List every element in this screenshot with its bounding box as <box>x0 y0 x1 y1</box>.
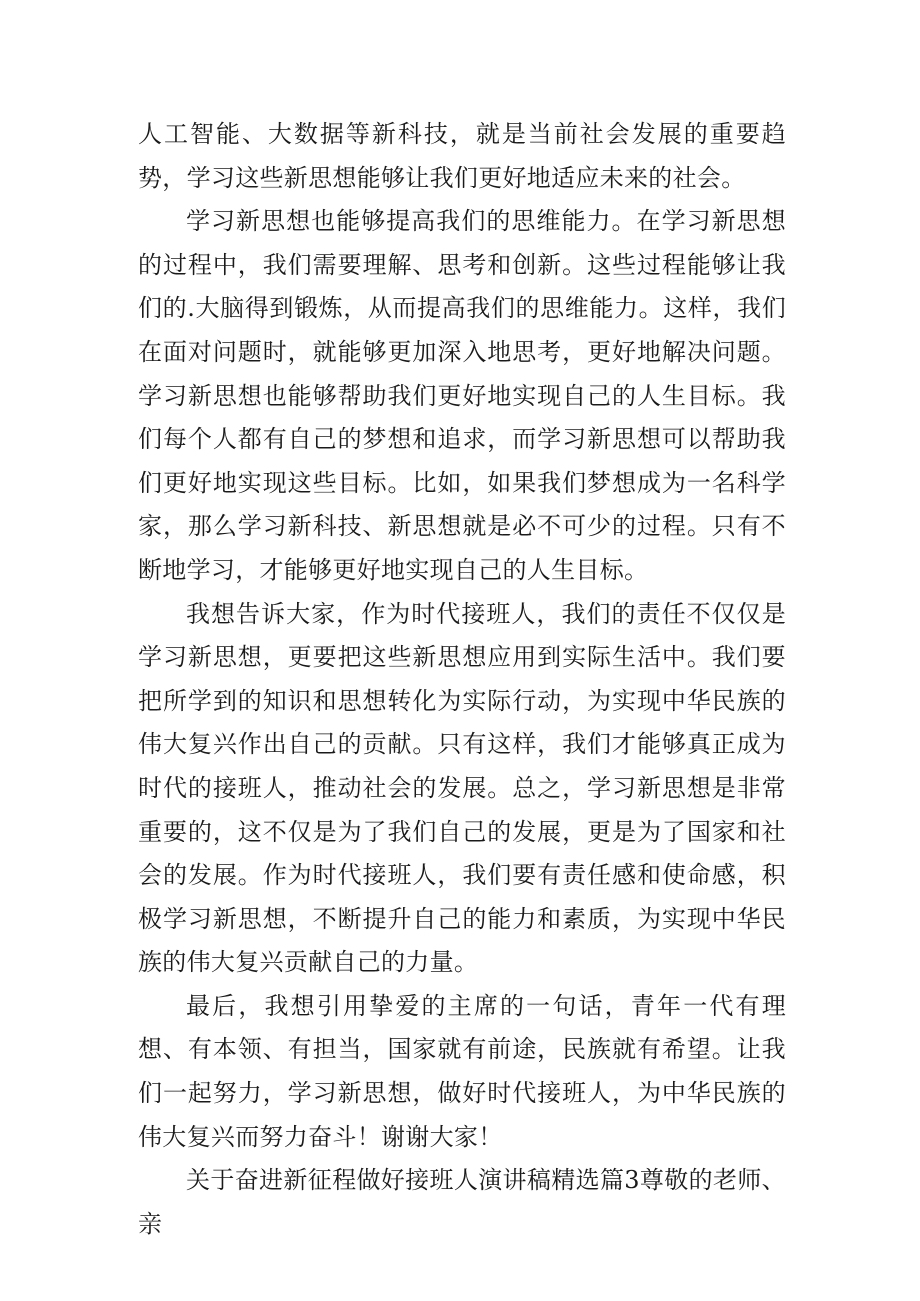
document-body <box>138 113 786 1246</box>
paragraph-4: 最后，我想引用挚爱的主席的一句话，青年一代有理想、有本领、有担当，国家就有前途，民族就有希望。让我们一起努力，学习新思想，做好时代接班人，为中华民族的伟大复兴而努力奋斗！谢谢大家！ <box>138 991 786 1151</box>
paragraph-5-heading-start: 关于奋进新征程做好接班人演讲稿精选篇3尊敬的老师、亲 <box>138 1166 786 1238</box>
paragraph-3: 我想告诉大家，作为时代接班人，我们的责任不仅仅是学习新思想，更要把这些新思想应用到实际生活中。我们要把所学到的知识和思想转化为实际行动，为实现中华民族的伟大复兴作出自己的贡献。只有这样，我们才能够真正成为时代的接班人，推动社会的发展。总之，学习新思想是非常重要的，这不仅是为了我们自己的发展，更是为了国家和社会的发展。作为时代接班人，我们要有责任感和使命感，积极学习新思想，不断提升自己的能力和素质，为实现中华民族的伟大复兴贡献自己的力量。 <box>138 599 786 977</box>
paragraph-2: 学习新思想也能够提高我们的思维能力。在学习新思想的过程中，我们需要理解、思考和创新。这些过程能够让我们的.大脑得到锻炼，从而提高我们的思维能力。这样，我们在面对问题时，就能够更加深入地思考，更好地解决问题。学习新思想也能够帮助我们更好地实现自己的人生目标。我们每个人都有自己的梦想和追求，而学习新思想可以帮助我们更好地实现这些目标。比如，如果我们梦想成为一名科学家，那么学习新科技、新思想就是必不可少的过程。只有不断地学习，才能够更好地实现自己的人生目标。 <box>138 207 786 584</box>
paragraph-1: 人工智能、大数据等新科技，就是当前社会发展的重要趋势，学习这些新思想能够让我们更好地适应未来的社会。 <box>138 120 786 192</box>
